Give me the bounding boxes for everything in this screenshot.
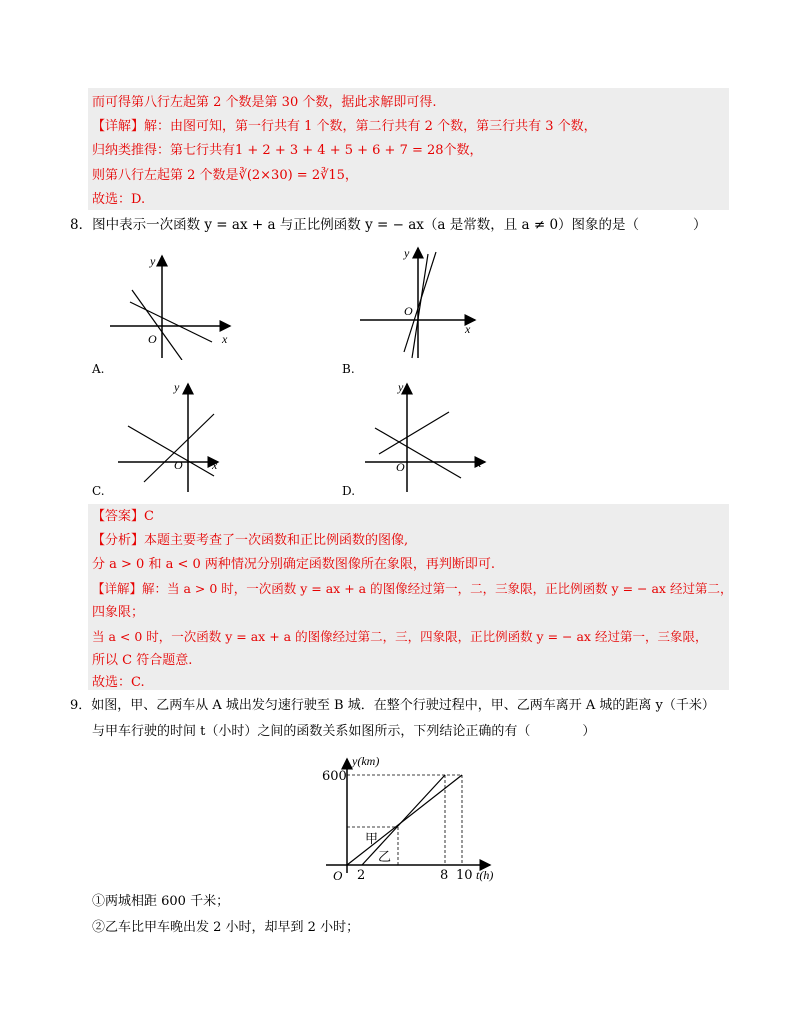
q7-line5: 故选：D.	[92, 192, 146, 207]
q8-detail2: 四象限；	[92, 605, 145, 620]
q8-detail3: 当 a < 0 时，一次函数 y = ax + a 的图像经过第二，三，四象限，正比例函数 y = − ax 经过第一，三象限，	[92, 629, 708, 644]
q8c-x-label: x	[212, 458, 218, 472]
q8-analysis2: 分 a > 0 和 a < 0 两种情况分别确定函数图像所在象限，再判断即可.	[92, 557, 496, 572]
q8c-y-label: y	[174, 380, 180, 394]
q8-stem: 8．图中表示一次函数 y = ax + a 与正比例函数 y = − ax（a 是常数，且 a ≠ 0）图象的是（ ）	[70, 217, 707, 233]
q9-stem2: 与甲车行驶的时间 t（小时）之间的函数关系如图所示，下列结论正确的有（ ）	[92, 724, 596, 739]
q8b-x-label: x	[465, 322, 471, 336]
q8-graph-a	[110, 250, 240, 360]
q9-x-tick-10: 10	[456, 868, 473, 883]
q7-line2: 【详解】解：由图可知，第一行共有 1 个数，第二行共有 2 个数，第三行共有 3 个数，	[92, 119, 597, 134]
q8c-origin: O	[174, 458, 183, 472]
q9-label-yi: 乙	[378, 850, 392, 865]
q9-x-label: t(h)	[476, 868, 494, 882]
q8d-x-label: x	[476, 456, 482, 470]
q9-item2: ②乙车比甲车晚出发 2 小时，却早到 2 小时；	[92, 920, 360, 935]
q8-graph-b	[360, 244, 490, 359]
q8-graph-c	[118, 378, 228, 493]
q8a-y-label: y	[150, 254, 156, 268]
q7-line3: 归纳类推得：第七行共有1 + 2 + 3 + 4 + 5 + 6 + 7 = 28个数，	[92, 143, 483, 158]
q8b-origin: O	[404, 304, 413, 318]
q8-detail1: 【详解】解：当 a > 0 时，一次函数 y = ax + a 的图像经过第一，二，三象限，正比例函数 y = − ax 经过第二，	[92, 581, 733, 596]
q8d-y-label: y	[398, 380, 404, 394]
q9-origin: O	[333, 868, 343, 883]
q8-graph-d	[365, 378, 490, 493]
q8-answer: 【答案】C	[92, 509, 154, 524]
q9-x-tick-2: 2	[357, 868, 366, 883]
q8a-x-label: x	[222, 332, 228, 346]
q7-line1: 而可得第八行左起第 2 个数是第 30 个数，据此求解即可得.	[92, 95, 437, 110]
q9-stem1: 9．如图，甲、乙两车从 A 城出发匀速行驶至 B 城．在整个行驶过程中，甲、乙两车离开 A 城的距离 y（千米）	[70, 698, 715, 713]
q8-option-a: A.	[92, 362, 105, 376]
q9-x-tick-8: 8	[440, 868, 449, 883]
q7-line4: 则第八行左起第 2 个数是∛(2×30) = 2∛15，	[92, 168, 358, 183]
q8-option-b: B.	[342, 362, 355, 376]
q8-detail4: 所以 C 符合题意.	[92, 653, 193, 668]
q9-label-jia: 甲	[365, 832, 379, 847]
q9-y-label: y(km)	[352, 754, 380, 768]
q8b-y-label: y	[404, 246, 410, 260]
q8-option-c: C.	[92, 484, 105, 498]
q9-item1: ①两城相距 600 千米；	[92, 894, 230, 909]
q8-detail5: 故选：C.	[92, 675, 145, 690]
q8a-origin: O	[148, 332, 157, 346]
q8-option-d: D.	[342, 484, 356, 498]
q9-graph	[320, 755, 500, 885]
q8d-origin: O	[396, 460, 405, 474]
q9-y-tick-600: 600	[322, 769, 347, 784]
q8-analysis: 【分析】本题主要考查了一次函数和正比例函数的图像,	[92, 533, 409, 548]
